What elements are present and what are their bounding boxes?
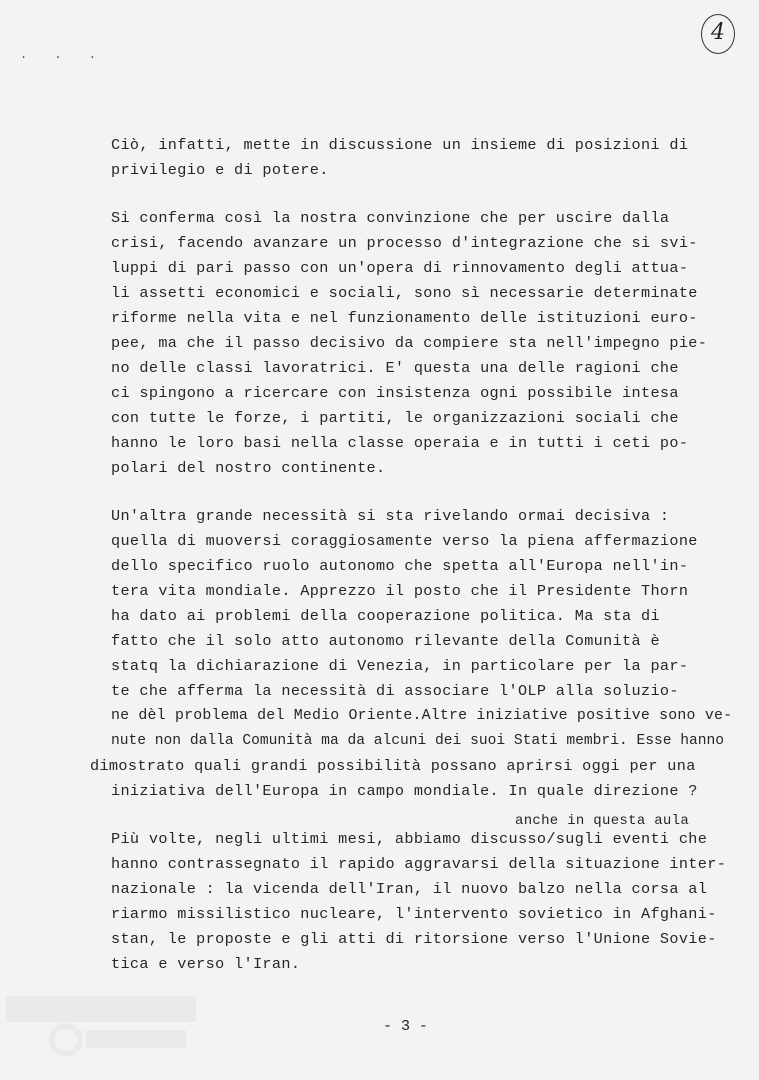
text-line: nazionale : la vicenda dell'Iran, il nuovo balzo nella corsa al — [111, 880, 708, 898]
text-line: hanno le loro basi nella classe operaia e in tutti i ceti po- — [111, 434, 689, 452]
text-line: statq la dichiarazione di Venezia, in particolare per la par- — [111, 657, 689, 675]
text-line: pee, ma che il passo decisivo da compiere sta nell'impegno pie- — [111, 334, 708, 352]
archive-watermark-logo — [6, 996, 196, 1056]
text-line: hanno contrassegnato il rapido aggravarsi della situazione inter- — [111, 855, 727, 873]
text-line: tera vita mondiale. Apprezzo il posto che il Presidente Thorn — [111, 582, 689, 600]
text-line: privilegio e di potere. — [111, 161, 329, 179]
text-line: no delle classi lavoratrici. E' questa una delle ragioni che — [111, 359, 679, 377]
interlinear-insertion: anche in questa aula — [515, 813, 690, 829]
text-line: luppi di pari passo con un'opera di rinnovamento degli attua- — [111, 259, 689, 277]
text-line: ha dato ai problemi della cooperazione politica. Ma sta di — [111, 607, 660, 625]
text-line: dello specifico ruolo autonomo che spetta all'Europa nell'in- — [111, 557, 689, 575]
text-line: Più volte, negli ultimi mesi, abbiamo discusso/sugli eventi che — [111, 830, 708, 848]
margin-marks: . . . — [20, 48, 107, 62]
text-line: riarmo missilistico nucleare, l'intervento sovietico in Afghani- — [111, 905, 717, 923]
text-line: riforme nella vita e nel funzionamento delle istituzioni euro- — [111, 309, 698, 327]
text-line: con tutte le forze, i partiti, le organizzazioni sociali che — [111, 409, 679, 427]
text-line: iniziativa dell'Europa in campo mondiale. In quale direzione ? — [111, 782, 698, 800]
handwritten-page-marker: 4 — [701, 14, 735, 54]
text-line: crisi, facendo avanzare un processo d'integrazione che si svi- — [111, 234, 698, 252]
text-line: dimostrato quali grandi possibilità possano aprirsi oggi per una — [90, 757, 696, 775]
text-line: Ciò, infatti, mette in discussione un insieme di posizioni di — [111, 136, 689, 154]
text-line: ci spingono a ricercare con insistenza ogni possibile intesa — [111, 384, 679, 402]
text-line: te che afferma la necessità di associare l'OLP alla soluzio- — [111, 682, 679, 700]
text-line: Un'altra grande necessità si sta rivelando ormai decisiva : — [111, 507, 670, 525]
text-line: Si conferma così la nostra convinzione che per uscire dalla — [111, 209, 670, 227]
text-line: polari del nostro continente. — [111, 459, 386, 477]
page-footer-number: - 3 - — [383, 1018, 429, 1035]
text-line: stan, le proposte e gli atti di ritorsione verso l'Unione Sovie- — [111, 930, 717, 948]
text-line: li assetti economici e sociali, sono sì necessarie determinate — [111, 284, 698, 302]
text-line: tica e verso l'Iran. — [111, 955, 301, 973]
text-line: fatto che il solo atto autonomo rilevante della Comunità è — [111, 632, 660, 650]
text-line: quella di muoversi coraggiosamente verso la piena affermazione — [111, 532, 698, 550]
text-line: ne dèl problema del Medio Oriente.Altre iniziative positive sono ve- — [111, 708, 733, 724]
text-line: nute non dalla Comunità ma da alcuni dei suoi Stati membri. Esse hanno — [111, 733, 725, 749]
